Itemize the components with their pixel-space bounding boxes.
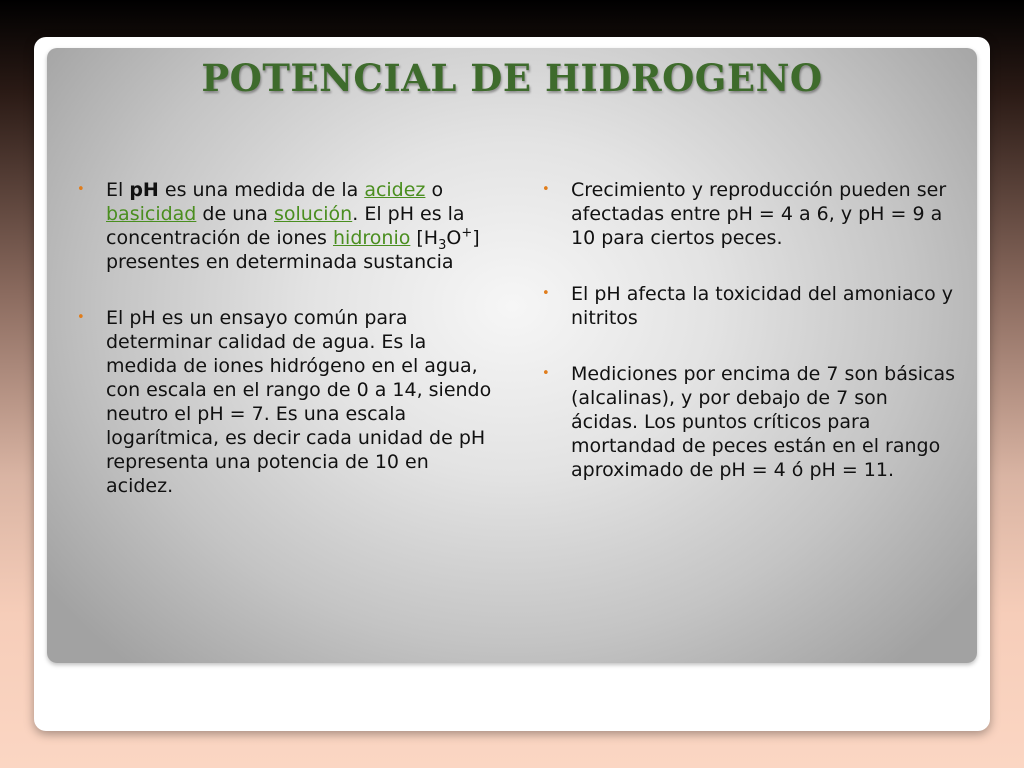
left-bullet-list bbox=[75, 178, 495, 498]
slide-title: POTENCIAL DE HIDROGENO bbox=[201, 56, 823, 100]
text-segment: de una bbox=[196, 203, 274, 225]
link-solucion[interactable]: solución bbox=[273, 203, 353, 225]
text-segment: ] presentes en determinada sustancia bbox=[106, 227, 480, 273]
link-basicidad[interactable]: basicidad bbox=[106, 203, 197, 225]
bullet-item-growth bbox=[540, 178, 960, 250]
bullet-item-toxicity bbox=[540, 282, 960, 330]
text-segment: [H bbox=[410, 227, 439, 249]
bullet-item-measurements bbox=[540, 362, 960, 482]
right-bullet-list bbox=[540, 178, 960, 482]
bullet-text: Crecimiento y reproducción pueden ser afectadas entre pH = 4 a 6, y pH = 9 a 10 para ciertos peces. bbox=[571, 179, 947, 249]
subscript-3: 3 bbox=[438, 237, 447, 253]
bullet-dot-icon: • bbox=[77, 310, 85, 325]
text-segment: O bbox=[446, 227, 462, 249]
text-segment: . El pH es la concentración de iones bbox=[106, 203, 465, 249]
link-acidez[interactable]: acidez bbox=[364, 179, 426, 201]
link-hidronio[interactable]: hidronio bbox=[333, 227, 411, 249]
bullet-item-ph-definition bbox=[75, 178, 495, 274]
bullet-item-ph-water-test bbox=[75, 306, 495, 498]
text-segment: El bbox=[106, 179, 130, 201]
bullet-text: El pH afecta la toxicidad del amoniaco y nitritos bbox=[571, 283, 953, 329]
superscript-plus: + bbox=[461, 225, 473, 241]
bullet-dot-icon: • bbox=[542, 286, 550, 301]
bullet-dot-icon: • bbox=[542, 366, 550, 381]
bullet-text: El pH es un ensayo común para determinar calidad de agua. Es la medida de iones hidrógeno en el agua, con escala en el rango de 0 a 14, siendo neutro el pH = 7. Es una escala logarítmica, es decir cada unidad de pH representa una potencia de 10 en acidez. bbox=[106, 307, 492, 497]
bullet-dot-icon: • bbox=[542, 182, 550, 197]
text-segment: o bbox=[425, 179, 444, 201]
bullet-dot-icon: • bbox=[77, 182, 85, 197]
bullet-text: Mediciones por encima de 7 son básicas (alcalinas), y por debajo de 7 son ácidas. Los puntos críticos para mortandad de peces están en el rango aproximado de pH = 4 ó pH = 11. bbox=[571, 363, 956, 481]
text-segment: es una medida de la bbox=[158, 179, 365, 201]
ph-bold-term: pH bbox=[129, 179, 159, 201]
